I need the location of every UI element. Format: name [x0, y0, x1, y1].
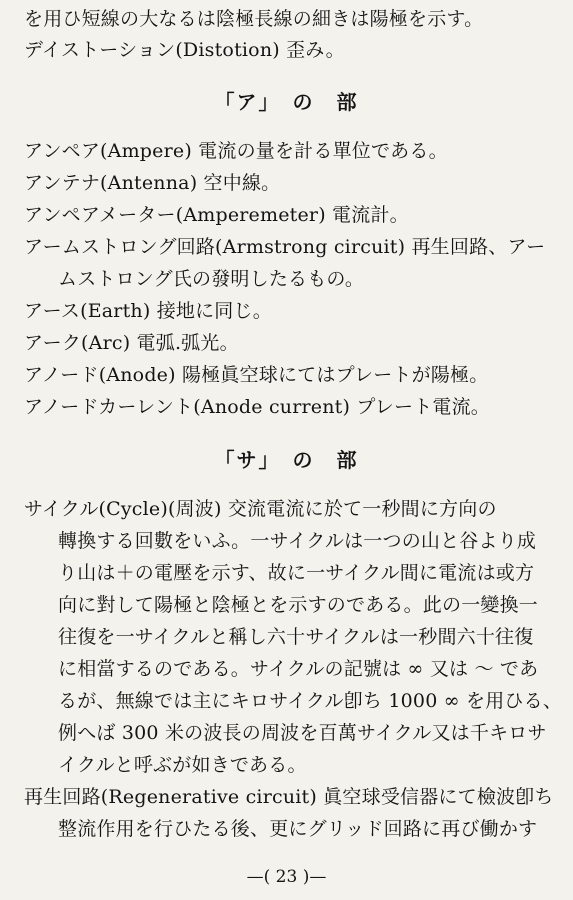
glossary-entry-earth: アース(Earth) 接地に同じ。 — [24, 300, 272, 322]
glossary-entry-distortion: デイストーション(Distotion) 歪み。 — [24, 39, 345, 61]
text-line: 整流作用を行ひたる後、更にグリッド回路に再び働かす — [58, 818, 538, 840]
glossary-entry-ampere: アンペア(Ampere) 電流の量を計る單位である。 — [24, 140, 448, 162]
text-line: イクルと呼ぶが如きである。 — [58, 754, 307, 776]
glossary-entry-amperemeter: アンペアメーター(Amperemeter) 電流計。 — [24, 204, 409, 226]
glossary-entry-regenerative-circuit: 再生回路(Regenerative circuit) 眞空球受信器にて檢波卽ち — [24, 786, 554, 808]
text-line: 例へば 300 米の波長の周波を百萬サイクル又は千キロサ — [58, 722, 547, 744]
glossary-entry-anode-current: アノードカーレント(Anode current) プレート電流。 — [24, 396, 490, 418]
text-line: 往復を一サイクルと稱し六十サイクルは一秒間六十往復 — [58, 626, 534, 648]
glossary-entry-cycle: サイクル(Cycle)(周波) 交流電流に於て一秒間に方向の — [24, 498, 497, 520]
glossary-entry-armstrong-circuit: アームストロング回路(Armstrong circuit) 再生回路、アー — [24, 236, 546, 258]
page-number: —( 23 )— — [246, 867, 327, 887]
glossary-entry-anode: アノード(Anode) 陽極眞空球にてはプレートが陽極。 — [24, 364, 489, 386]
text-line: ムストロング氏の發明したるもの。 — [58, 268, 365, 290]
glossary-entry-antenna: アンテナ(Antenna) 空中線。 — [24, 172, 281, 194]
text-line: 向に對して陽極と陰極とを示すのである。此の一變換一 — [58, 594, 539, 616]
glossary-entry-arc: アーク(Arc) 電弧.弧光。 — [24, 332, 239, 354]
section-heading-a: 「ア」 の 部 — [214, 90, 359, 114]
text-line: を用ひ短線の大なるは陰極長線の細きは陽極を示す。 — [24, 8, 484, 30]
section-heading-sa: 「サ」 の 部 — [214, 448, 359, 472]
text-line: り山は＋の電壓を示す、故に一サイクル間に電流は或方 — [58, 562, 535, 584]
text-line: に相當するのである。サイクルの記號は ∞ 又は ～ であ — [58, 658, 539, 680]
text-line: 轉換する回數をいふ。一サイクルは一つの山と谷より成 — [58, 530, 537, 552]
text-line: るが、無線では主にキロサイクル卽ち 1000 ∞ を用ひる、 — [58, 690, 563, 712]
